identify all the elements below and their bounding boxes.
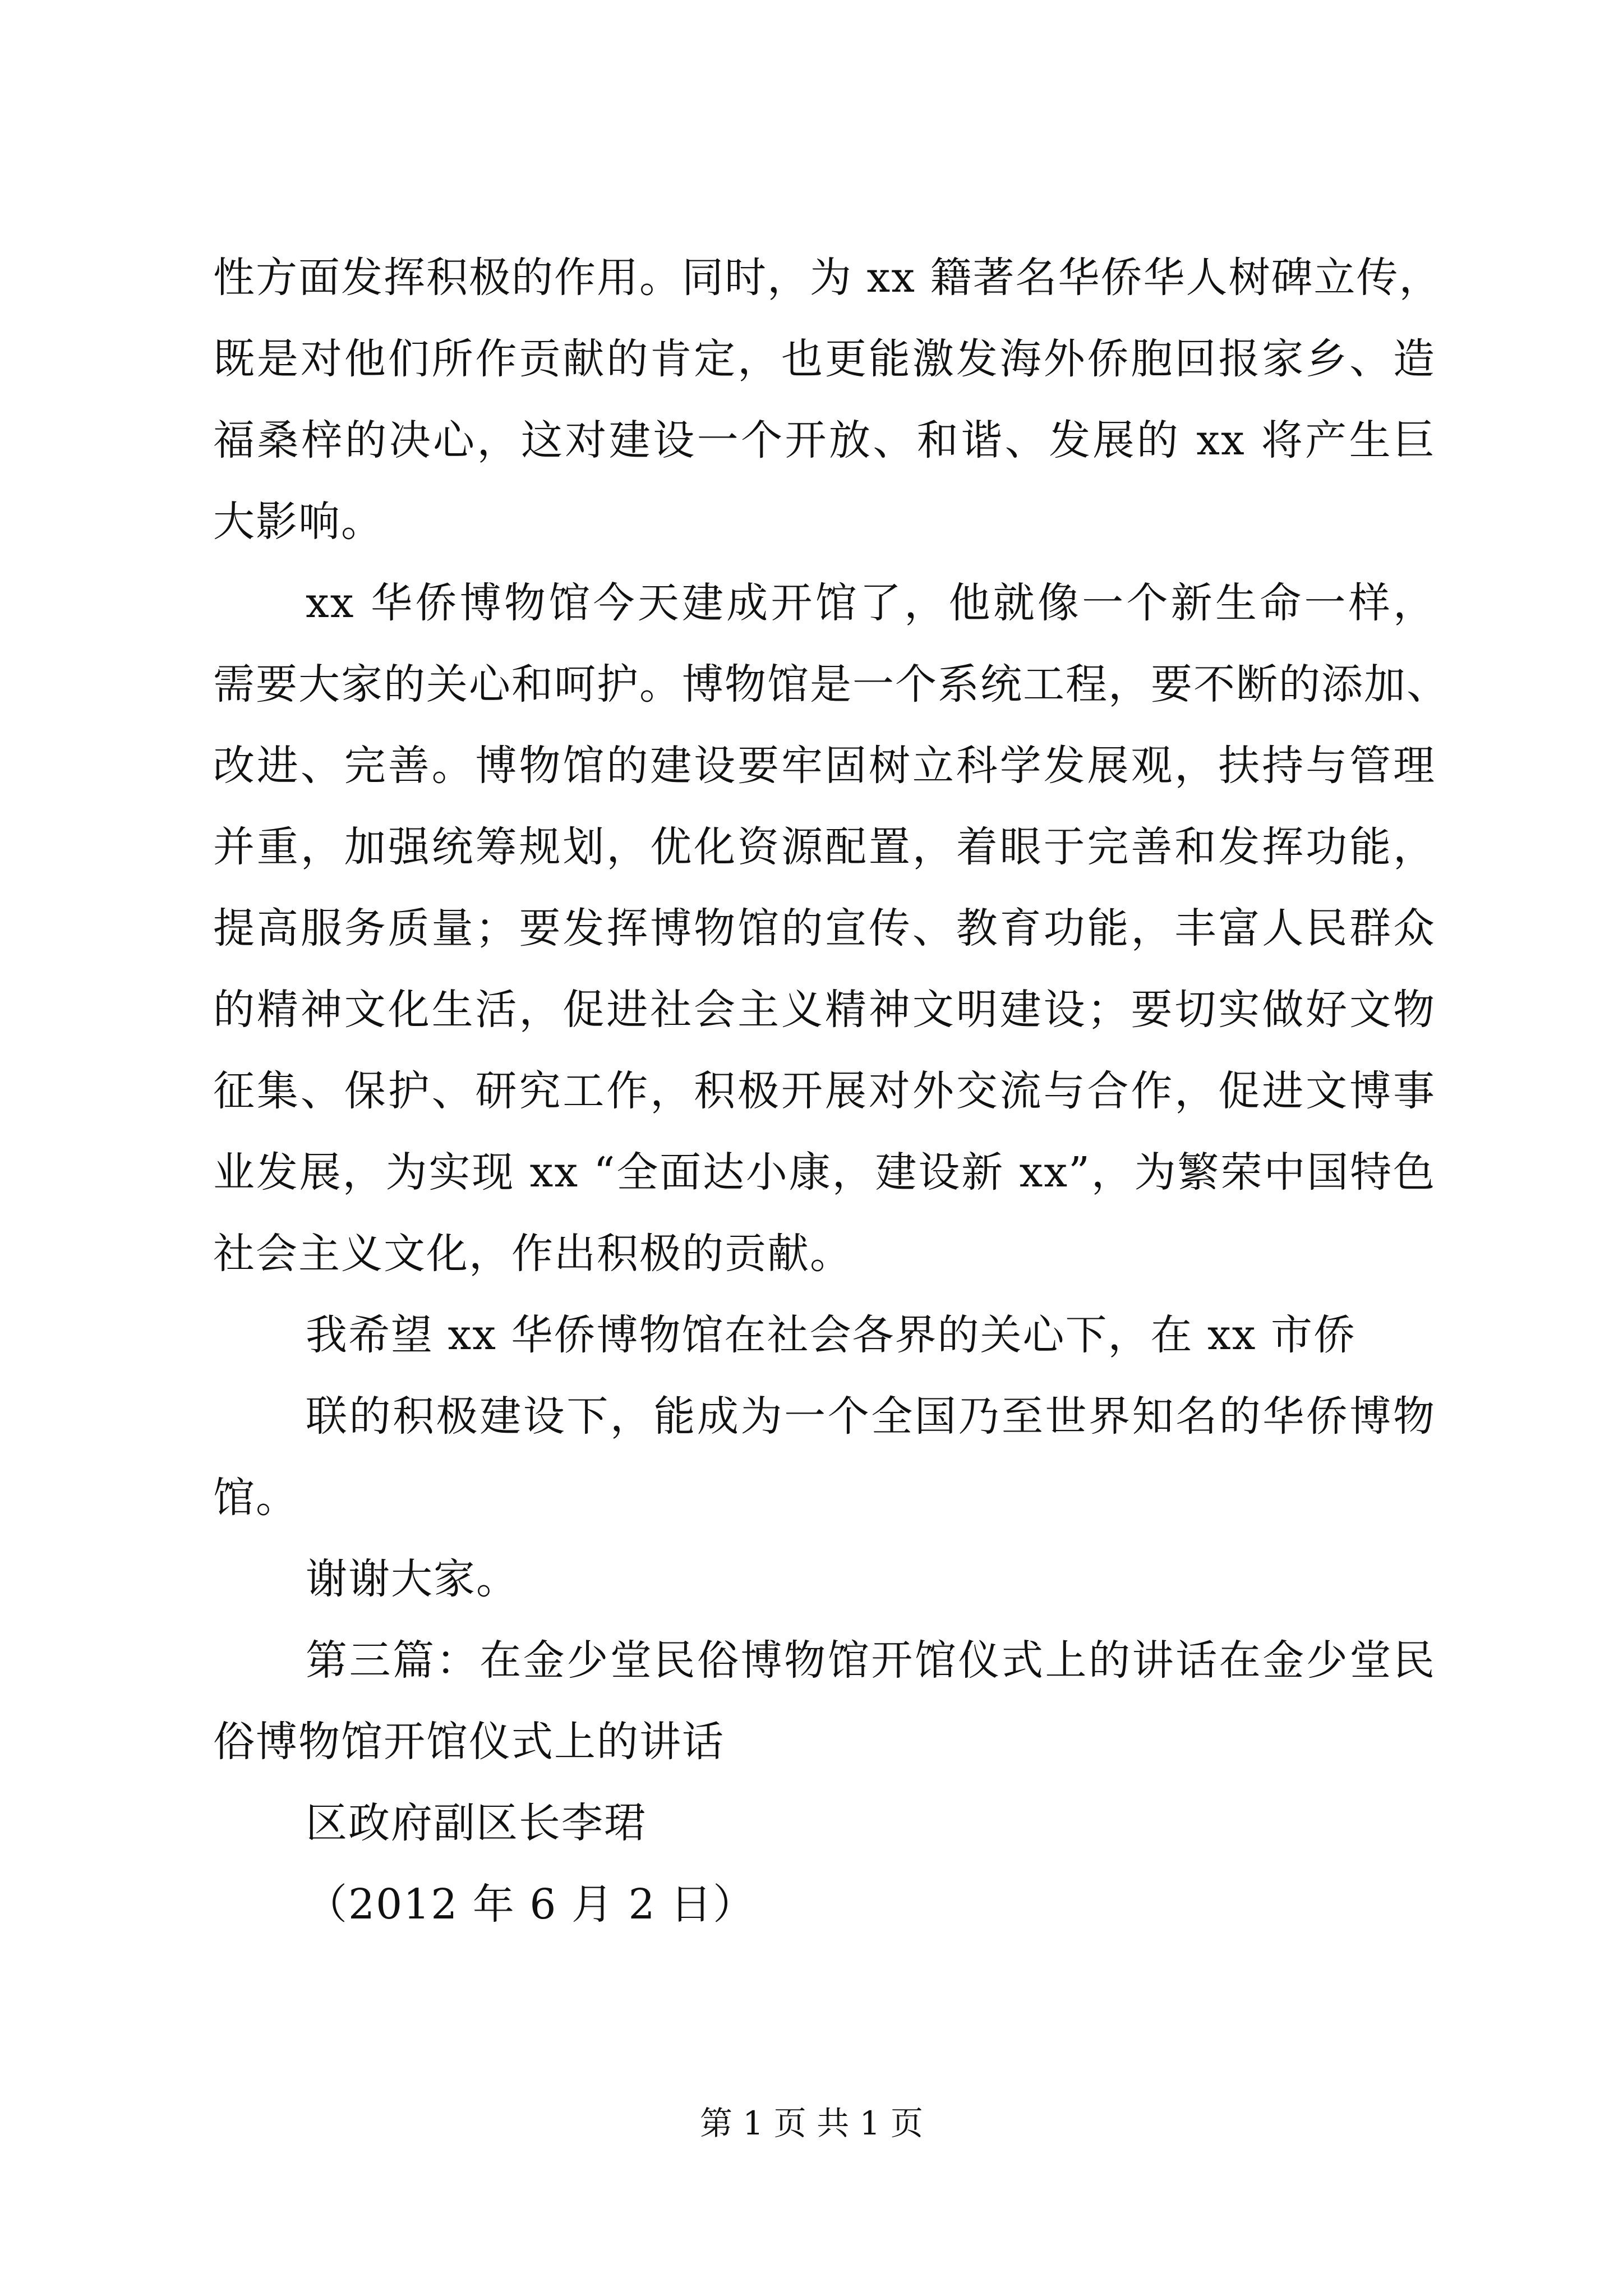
- body-line-12: 业发展，为实现 xx “全面达小康，建设新 xx”，为繁荣中国特色: [213, 1148, 1436, 1197]
- section-heading-line-2: 俗博物馆开馆仪式上的讲话: [213, 1718, 725, 1766]
- body-line-2: 既是对他们所作贡献的肯定，也更能激发海外侨胞回报家乡、造: [213, 335, 1436, 383]
- body-line-6: 需要大家的关心和呵护。博物馆是一个系统工程，要不断的添加、: [213, 660, 1449, 708]
- body-line-17: 谢谢大家。: [306, 1555, 519, 1603]
- body-line-13: 社会主义文化，作出积极的贡献。: [213, 1230, 852, 1278]
- body-line-14: 我希望 xx 华侨博物馆在社会各界的关心下，在 xx 市侨: [306, 1311, 1357, 1359]
- date-line: （2012 年 6 月 2 日）: [306, 1880, 756, 1929]
- speaker-line: 区政府副区长李珺: [306, 1799, 647, 1847]
- body-line-8: 并重，加强统筹规划，优化资源配置，着眼于完善和发挥功能，: [213, 823, 1436, 871]
- body-line-15: 联的积极建设下，能成为一个全国乃至世界知名的华侨博物: [306, 1392, 1436, 1441]
- body-line-11: 征集、保护、研究工作，积极开展对外交流与合作，促进文博事: [213, 1067, 1436, 1115]
- page-footer: 第 1 页 共 1 页: [700, 2104, 923, 2142]
- body-line-16: 馆。: [213, 1474, 298, 1522]
- body-line-10: 的精神文化生活，促进社会主义精神文明建设；要切实做好文物: [213, 986, 1436, 1034]
- section-heading-line-1: 第三篇：在金少堂民俗博物馆开馆仪式上的讲话在金少堂民: [306, 1636, 1436, 1685]
- body-line-5: xx 华侨博物馆今天建成开馆了，他就像一个新生命一样，: [306, 579, 1436, 627]
- body-line-7: 改进、完善。博物馆的建设要牢固树立科学发展观，扶持与管理: [213, 742, 1436, 790]
- body-line-1: 性方面发挥积极的作用。同时，为 xx 籍著名华侨华人树碑立传，: [213, 254, 1442, 302]
- body-line-3: 福桑梓的决心，这对建设一个开放、和谐、发展的 xx 将产生巨: [213, 416, 1436, 464]
- body-line-4: 大影响。: [213, 498, 384, 546]
- body-line-9: 提高服务质量；要发挥博物馆的宣传、教育功能，丰富人民群众: [213, 904, 1436, 953]
